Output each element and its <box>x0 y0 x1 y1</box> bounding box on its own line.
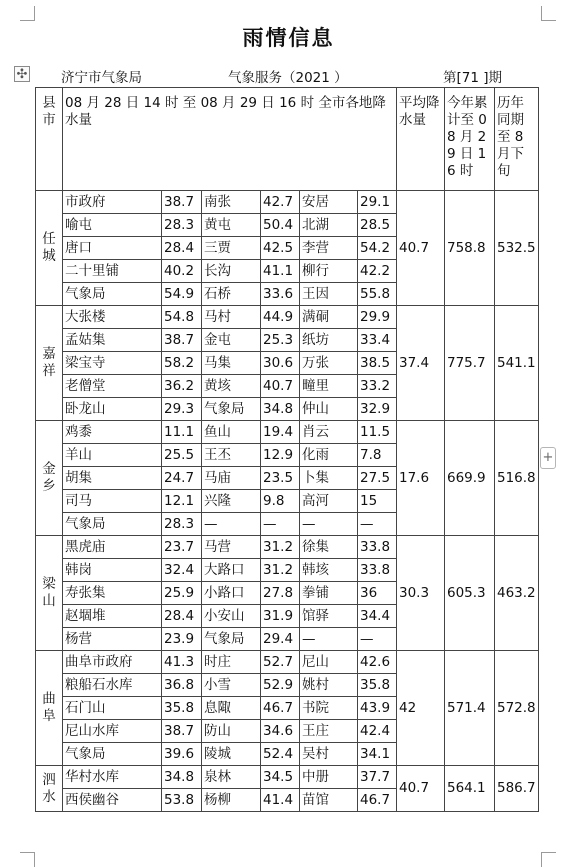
station-value: 31.2 <box>261 559 300 582</box>
county-name: 梁山 <box>36 536 63 651</box>
station-name: 气象局 <box>202 628 261 651</box>
station-value: 23.5 <box>261 467 300 490</box>
station-name: 羊山 <box>63 444 162 467</box>
station-value: 46.7 <box>261 697 300 720</box>
station-name: 李营 <box>300 237 358 260</box>
station-name: 气象局 <box>202 398 261 421</box>
station-name: — <box>300 628 358 651</box>
station-value: 23.7 <box>162 536 202 559</box>
station-value: 25.5 <box>162 444 202 467</box>
county-name: 任城 <box>36 191 63 306</box>
county-name: 泗水 <box>36 766 63 812</box>
station-value: 52.7 <box>261 651 300 674</box>
county-year-to-date: 775.7 <box>445 306 495 421</box>
table-row <box>36 651 539 674</box>
station-name: 尼山 <box>300 651 358 674</box>
station-name: 卜集 <box>300 467 358 490</box>
header-historical: 历年同期至 8 月下旬 <box>495 88 539 191</box>
station-name: 梁宝寺 <box>63 352 162 375</box>
station-value: 28.4 <box>162 237 202 260</box>
station-value: 9.8 <box>261 490 300 513</box>
county-average: 42 <box>397 651 445 766</box>
station-value: 52.4 <box>261 743 300 766</box>
station-name: 肖云 <box>300 421 358 444</box>
table-row <box>36 421 539 444</box>
station-name: 卧龙山 <box>63 398 162 421</box>
station-name: 石桥 <box>202 283 261 306</box>
station-name: 徐集 <box>300 536 358 559</box>
station-value: 38.7 <box>162 329 202 352</box>
county-average: 37.4 <box>397 306 445 421</box>
page-corner-mark <box>20 6 35 21</box>
station-name: 市政府 <box>63 191 162 214</box>
page-corner-mark <box>541 852 556 867</box>
county-historical: 541.1 <box>495 306 539 421</box>
station-value: 36.2 <box>162 375 202 398</box>
station-value: — <box>358 628 397 651</box>
county-name: 金乡 <box>36 421 63 536</box>
station-value: 41.3 <box>162 651 202 674</box>
station-value: 33.8 <box>358 536 397 559</box>
station-value: 36 <box>358 582 397 605</box>
station-name: 粮船石水库 <box>63 674 162 697</box>
station-name: 气象局 <box>63 513 162 536</box>
station-name: 兴隆 <box>202 490 261 513</box>
station-name: — <box>300 513 358 536</box>
station-name: 高河 <box>300 490 358 513</box>
table-row <box>36 191 539 214</box>
station-value: 42.7 <box>261 191 300 214</box>
station-value: 37.7 <box>358 766 397 789</box>
station-name: 大路口 <box>202 559 261 582</box>
table-row <box>36 536 539 559</box>
station-value: 33.4 <box>358 329 397 352</box>
station-name: 苗馆 <box>300 789 358 812</box>
station-name: 吴村 <box>300 743 358 766</box>
station-value: 35.8 <box>358 674 397 697</box>
station-value: 34.6 <box>261 720 300 743</box>
station-value: 12.1 <box>162 490 202 513</box>
station-value: 35.8 <box>162 697 202 720</box>
station-name: 馆驿 <box>300 605 358 628</box>
station-name: 陵城 <box>202 743 261 766</box>
station-value: 11.1 <box>162 421 202 444</box>
station-name: 尼山水库 <box>63 720 162 743</box>
station-value: 40.7 <box>261 375 300 398</box>
station-value: 33.6 <box>261 283 300 306</box>
station-value: 32.4 <box>162 559 202 582</box>
table-move-handle-icon[interactable]: ✣ <box>14 66 30 82</box>
station-value: 39.6 <box>162 743 202 766</box>
station-value: 33.2 <box>358 375 397 398</box>
station-value: 41.4 <box>261 789 300 812</box>
header-period: 08 月 28 日 14 时 至 08 月 29 日 16 时 全市各地降水量 <box>63 88 397 191</box>
page-corner-mark <box>541 6 556 21</box>
county-historical: 586.7 <box>495 766 539 812</box>
station-name: 杨营 <box>63 628 162 651</box>
station-name: 万张 <box>300 352 358 375</box>
page-corner-mark <box>20 852 35 867</box>
station-name: 防山 <box>202 720 261 743</box>
station-value: 31.9 <box>261 605 300 628</box>
station-value: 34.8 <box>162 766 202 789</box>
station-name: 疃里 <box>300 375 358 398</box>
station-name: 老僧堂 <box>63 375 162 398</box>
station-name: 三贾 <box>202 237 261 260</box>
station-name: 曲阜市政府 <box>63 651 162 674</box>
station-name: 寿张集 <box>63 582 162 605</box>
county-average: 30.3 <box>397 536 445 651</box>
table-row <box>36 766 539 789</box>
station-name: 马集 <box>202 352 261 375</box>
station-value: 53.8 <box>162 789 202 812</box>
header-year-to-date: 今年累计至 08 月 29 日 16 时 <box>445 88 495 191</box>
station-name: 姚村 <box>300 674 358 697</box>
station-value: 46.7 <box>358 789 397 812</box>
station-name: 华村水库 <box>63 766 162 789</box>
station-value: 29.3 <box>162 398 202 421</box>
station-name: — <box>202 513 261 536</box>
station-value: 38.7 <box>162 191 202 214</box>
station-value: 33.8 <box>358 559 397 582</box>
county-average: 40.7 <box>397 766 445 812</box>
station-name: 书院 <box>300 697 358 720</box>
county-historical: 463.2 <box>495 536 539 651</box>
document-title: 雨情信息 <box>242 26 335 50</box>
station-name: 王丕 <box>202 444 261 467</box>
station-value: 34.1 <box>358 743 397 766</box>
station-value: 38.7 <box>162 720 202 743</box>
station-name: 韩垓 <box>300 559 358 582</box>
station-value: 52.9 <box>261 674 300 697</box>
station-name: 长沟 <box>202 260 261 283</box>
station-value: 25.3 <box>261 329 300 352</box>
station-name: 鸡黍 <box>63 421 162 444</box>
station-value: 44.9 <box>261 306 300 329</box>
station-name: 喻屯 <box>63 214 162 237</box>
station-value: 42.6 <box>358 651 397 674</box>
station-value: 36.8 <box>162 674 202 697</box>
county-historical: 516.8 <box>495 421 539 536</box>
station-name: 大张楼 <box>63 306 162 329</box>
station-value: 42.5 <box>261 237 300 260</box>
station-name: 安居 <box>300 191 358 214</box>
station-value: 38.5 <box>358 352 397 375</box>
county-average: 17.6 <box>397 421 445 536</box>
station-name: 黄垓 <box>202 375 261 398</box>
station-value: 12.9 <box>261 444 300 467</box>
station-value: 43.9 <box>358 697 397 720</box>
header-county: 县市 <box>36 88 63 191</box>
station-name: 孟姑集 <box>63 329 162 352</box>
station-name: 西侯幽谷 <box>63 789 162 812</box>
station-value: 11.5 <box>358 421 397 444</box>
station-name: 马庙 <box>202 467 261 490</box>
station-name: 金屯 <box>202 329 261 352</box>
station-name: 时庄 <box>202 651 261 674</box>
county-historical: 572.8 <box>495 651 539 766</box>
station-value: 23.9 <box>162 628 202 651</box>
station-name: 马营 <box>202 536 261 559</box>
county-year-to-date: 571.4 <box>445 651 495 766</box>
header-average: 平均降水量 <box>397 88 445 191</box>
station-name: 二十里铺 <box>63 260 162 283</box>
station-value: 28.3 <box>162 513 202 536</box>
station-value: 29.4 <box>261 628 300 651</box>
table-header-row <box>36 88 539 191</box>
station-value: 32.9 <box>358 398 397 421</box>
station-value: 42.4 <box>358 720 397 743</box>
station-name: 鱼山 <box>202 421 261 444</box>
county-name: 曲阜 <box>36 651 63 766</box>
add-icon[interactable]: + <box>540 447 556 469</box>
station-name: 唐口 <box>63 237 162 260</box>
station-value: 15 <box>358 490 397 513</box>
county-year-to-date: 758.8 <box>445 191 495 306</box>
county-year-to-date: 564.1 <box>445 766 495 812</box>
station-name: 胡集 <box>63 467 162 490</box>
station-value: — <box>358 513 397 536</box>
station-name: 司马 <box>63 490 162 513</box>
county-name: 嘉祥 <box>36 306 63 421</box>
county-average: 40.7 <box>397 191 445 306</box>
issue-number: 第[71 ]期 <box>443 70 503 86</box>
station-value: 40.2 <box>162 260 202 283</box>
station-name: 中册 <box>300 766 358 789</box>
station-value: 34.8 <box>261 398 300 421</box>
station-name: 王庄 <box>300 720 358 743</box>
county-year-to-date: 669.9 <box>445 421 495 536</box>
station-name: 泉林 <box>202 766 261 789</box>
station-value: 54.2 <box>358 237 397 260</box>
station-value: 7.8 <box>358 444 397 467</box>
station-value: 29.1 <box>358 191 397 214</box>
station-name: 马村 <box>202 306 261 329</box>
station-name: 王因 <box>300 283 358 306</box>
station-value: — <box>261 513 300 536</box>
station-value: 31.2 <box>261 536 300 559</box>
station-name: 气象局 <box>63 283 162 306</box>
station-value: 27.8 <box>261 582 300 605</box>
station-name: 杨柳 <box>202 789 261 812</box>
station-value: 58.2 <box>162 352 202 375</box>
table-row <box>36 306 539 329</box>
station-name: 北湖 <box>300 214 358 237</box>
station-value: 55.8 <box>358 283 397 306</box>
station-value: 34.5 <box>261 766 300 789</box>
station-name: 南张 <box>202 191 261 214</box>
station-name: 满硐 <box>300 306 358 329</box>
station-name: 小安山 <box>202 605 261 628</box>
station-name: 纸坊 <box>300 329 358 352</box>
station-name: 黑虎庙 <box>63 536 162 559</box>
station-name: 拳铺 <box>300 582 358 605</box>
station-value: 28.4 <box>162 605 202 628</box>
county-historical: 532.5 <box>495 191 539 306</box>
station-name: 赵堌堆 <box>63 605 162 628</box>
station-value: 42.2 <box>358 260 397 283</box>
station-value: 24.7 <box>162 467 202 490</box>
station-value: 50.4 <box>261 214 300 237</box>
station-value: 34.4 <box>358 605 397 628</box>
station-name: 仲山 <box>300 398 358 421</box>
rainfall-table <box>35 87 539 812</box>
station-name: 气象局 <box>63 743 162 766</box>
service-label: 气象服务（2021 ） <box>228 70 348 86</box>
county-year-to-date: 605.3 <box>445 536 495 651</box>
station-name: 化雨 <box>300 444 358 467</box>
bureau-name: 济宁市气象局 <box>61 70 142 86</box>
station-value: 30.6 <box>261 352 300 375</box>
station-name: 黄屯 <box>202 214 261 237</box>
station-value: 25.9 <box>162 582 202 605</box>
station-value: 28.3 <box>162 214 202 237</box>
station-value: 19.4 <box>261 421 300 444</box>
station-value: 54.9 <box>162 283 202 306</box>
station-value: 28.5 <box>358 214 397 237</box>
station-name: 息陬 <box>202 697 261 720</box>
station-name: 石门山 <box>63 697 162 720</box>
station-value: 41.1 <box>261 260 300 283</box>
station-value: 54.8 <box>162 306 202 329</box>
station-name: 小雪 <box>202 674 261 697</box>
station-value: 29.9 <box>358 306 397 329</box>
station-value: 27.5 <box>358 467 397 490</box>
station-name: 小路口 <box>202 582 261 605</box>
station-name: 柳行 <box>300 260 358 283</box>
station-name: 韩岗 <box>63 559 162 582</box>
